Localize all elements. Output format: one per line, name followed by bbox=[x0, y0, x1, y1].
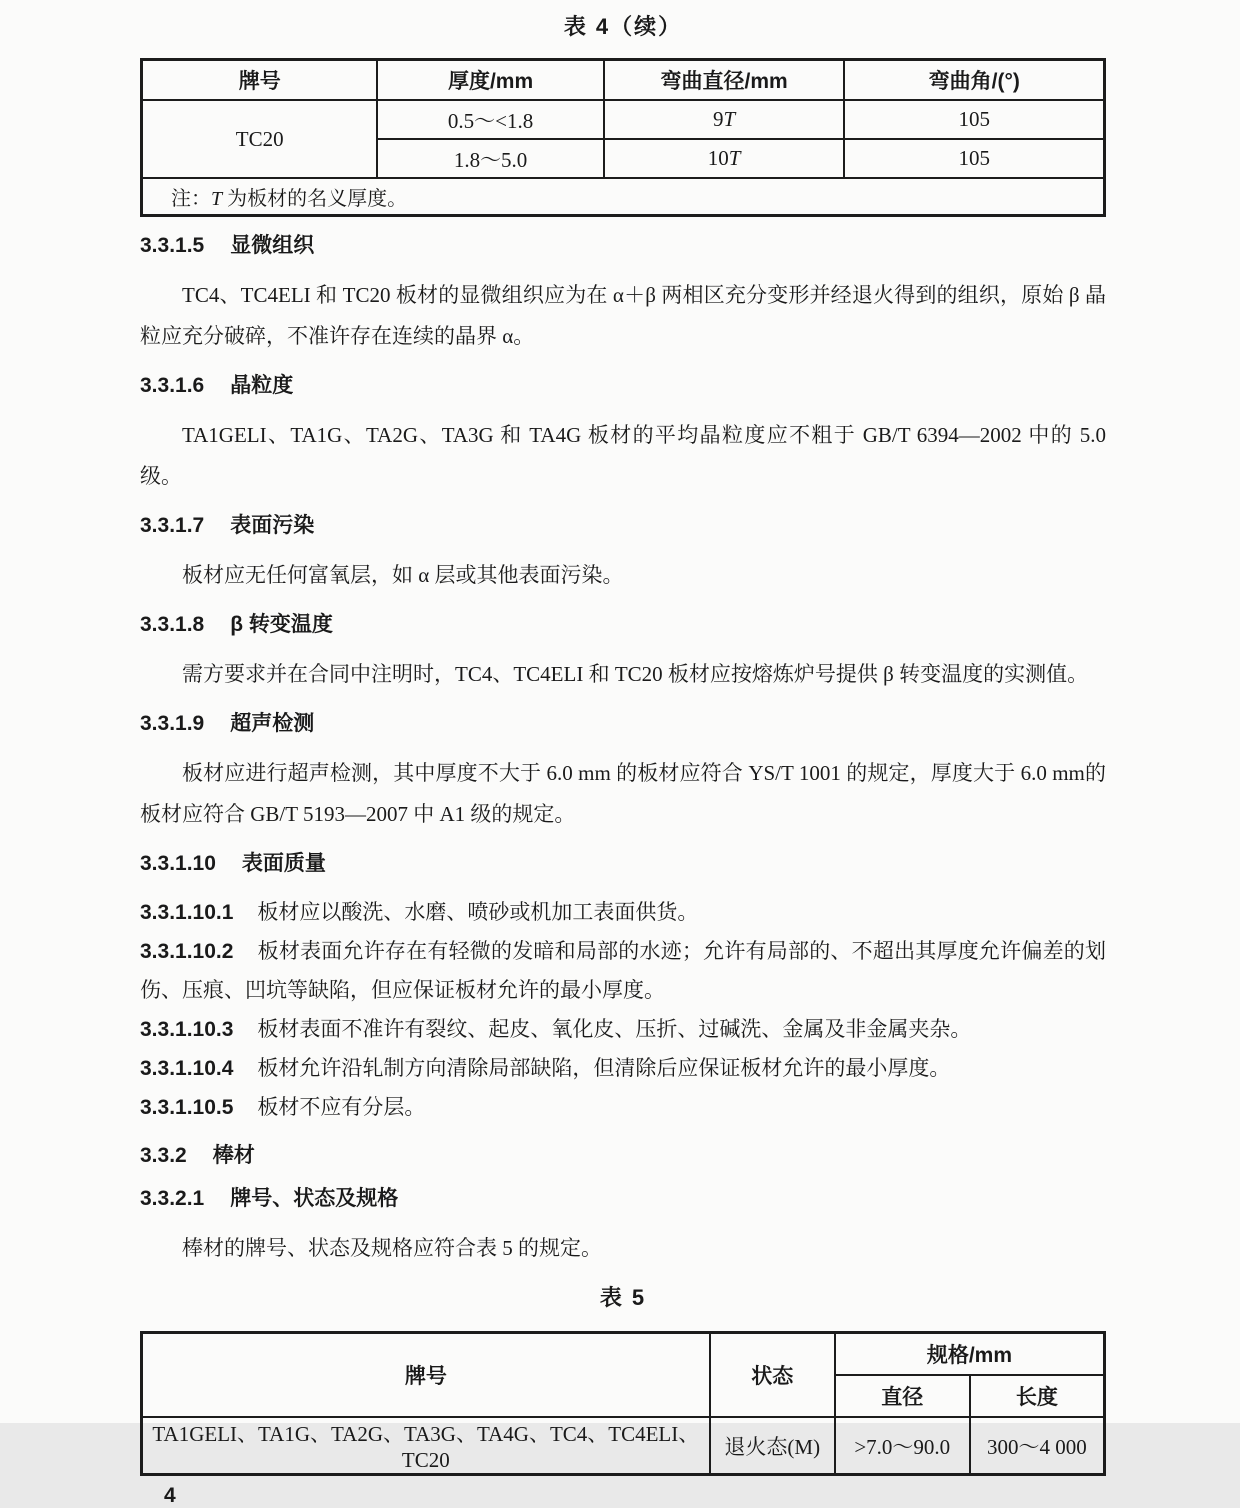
table4-thickness-cell: 0.5～<1.8 bbox=[377, 100, 603, 139]
clause-title: 牌号、状态及规格 bbox=[230, 1187, 399, 1210]
section-heading-3318 bbox=[140, 611, 1106, 639]
clause-text: 板材表面允许存在有轻微的发暗和局部的水迹；允许有局部的、不超出其厚度允许偏差的划伤、压痕、凹坑等缺陷，但应保证板材允许的最小厚度。 bbox=[140, 939, 1106, 1002]
table4-header-bend-angle: 弯曲角/(°) bbox=[844, 60, 1104, 101]
table4-grade-cell: TC20 bbox=[142, 100, 378, 178]
clause-number: 3.3.1.10.5 bbox=[140, 1096, 234, 1119]
table5-header-state: 状态 bbox=[710, 1333, 835, 1418]
note-prefix: 注： bbox=[171, 188, 211, 210]
clause-number: 3.3.1.7 bbox=[140, 514, 205, 537]
table4-bend-diameter-cell bbox=[604, 100, 845, 139]
bend-diameter-value: 10 bbox=[707, 146, 729, 170]
clause-number: 3.3.1.10.2 bbox=[140, 940, 234, 963]
table4 bbox=[140, 58, 1106, 217]
paragraph: 板材应进行超声检测，其中厚度不大于 6.0 mm 的板材应符合 YS/T 1001 的规定，厚度大于 6.0 mm的板材应符合 GB/T 5193—2007 中 A1 级的规定。 bbox=[140, 761, 1106, 826]
note-text: 为板材的名义厚度。 bbox=[222, 188, 408, 210]
table5-header-row-1 bbox=[142, 1333, 1105, 1376]
page-content bbox=[140, 0, 1106, 1508]
clause-title: β 转变温度 bbox=[230, 613, 333, 636]
clause-text: 板材应以酸洗、水磨、喷砂或机加工表面供货。 bbox=[257, 900, 699, 924]
clause-number: 3.3.2.1 bbox=[140, 1187, 205, 1210]
section-heading-3315 bbox=[140, 232, 1106, 260]
paragraph: TC4、TC4ELI 和 TC20 板材的显微组织应为在 α＋β 两相区充分变形并经退火得到的组织，原始 β 晶粒应充分破碎，不准许存在连续的晶界 α。 bbox=[140, 283, 1106, 348]
table5-header-grade: 牌号 bbox=[142, 1333, 710, 1418]
t-symbol: T bbox=[211, 188, 223, 210]
table4-bend-angle-cell: 105 bbox=[844, 139, 1104, 178]
table5-header-length: 长度 bbox=[970, 1375, 1105, 1417]
table5-data-row bbox=[142, 1417, 1105, 1475]
paragraph: TA1GELI、TA1G、TA2G、TA3G 和 TA4G 板材的平均晶粒度应不粗于 GB/T 6394—2002 中的 5.0 级。 bbox=[140, 423, 1106, 488]
section-heading-332 bbox=[140, 1142, 1106, 1170]
section-heading-33110 bbox=[140, 850, 1106, 878]
clause-item-331101 bbox=[140, 893, 1106, 932]
clause-text: 板材允许沿轧制方向清除局部缺陷，但清除后应保证板材允许的最小厚度。 bbox=[257, 1056, 951, 1080]
clause-text: 板材表面不准许有裂纹、起皮、氧化皮、压折、过碱洗、金属及非金属夹杂。 bbox=[257, 1017, 972, 1041]
table5-length-cell: 300～4 000 bbox=[970, 1417, 1105, 1475]
table4-note bbox=[142, 178, 1105, 216]
table4-header-thickness: 厚度/mm bbox=[377, 60, 603, 101]
table4-title: 表 4（续） bbox=[563, 14, 683, 39]
table5-header-diameter: 直径 bbox=[835, 1375, 970, 1417]
clause-title: 表面污染 bbox=[230, 514, 315, 537]
table4-note-row bbox=[142, 178, 1105, 216]
table4-header-bend-diameter: 弯曲直径/mm bbox=[604, 60, 845, 101]
paragraph: 需方要求并在合同中注明时，TC4、TC4ELI 和 TC20 板材应按熔炼炉号提供 β 转变温度的实测值。 bbox=[182, 662, 1089, 686]
clause-number: 3.3.2 bbox=[140, 1144, 187, 1167]
t-symbol: T bbox=[723, 107, 736, 131]
table5-diameter-cell: >7.0～90.0 bbox=[835, 1417, 970, 1475]
clause-title: 晶粒度 bbox=[230, 374, 294, 397]
bend-diameter-value: 9 bbox=[713, 107, 724, 131]
clause-number: 3.3.1.9 bbox=[140, 712, 205, 735]
clause-item-331104 bbox=[140, 1049, 1106, 1088]
clause-item-331102 bbox=[140, 932, 1106, 1010]
section-heading-3316 bbox=[140, 372, 1106, 400]
page-number: 4 bbox=[164, 1484, 176, 1507]
clause-title: 表面质量 bbox=[241, 852, 326, 875]
clause-item-331105 bbox=[140, 1088, 1106, 1127]
table4-thickness-cell: 1.8～5.0 bbox=[377, 139, 603, 178]
table5-grade-cell: TA1GELI、TA1G、TA2G、TA3G、TA4G、TC4、TC4ELI、TC20 bbox=[142, 1417, 710, 1475]
clause-number: 3.3.1.10.1 bbox=[140, 901, 234, 924]
clause-text: 板材不应有分层。 bbox=[257, 1095, 426, 1119]
clause-title: 显微组织 bbox=[230, 234, 315, 257]
table4-bend-diameter-cell bbox=[604, 139, 845, 178]
section-heading-3319 bbox=[140, 710, 1106, 738]
clause-number: 3.3.1.10.4 bbox=[140, 1057, 234, 1080]
clause-number: 3.3.1.10.3 bbox=[140, 1018, 234, 1041]
t-symbol: T bbox=[728, 146, 741, 170]
paragraph: 板材应无任何富氧层，如 α 层或其他表面污染。 bbox=[182, 563, 624, 587]
clause-title: 超声检测 bbox=[230, 712, 315, 735]
clause-number: 3.3.1.8 bbox=[140, 613, 205, 636]
section-heading-3321 bbox=[140, 1185, 1106, 1213]
clause-number: 3.3.1.5 bbox=[140, 234, 205, 257]
table5-header-spec: 规格/mm bbox=[835, 1333, 1105, 1376]
table4-bend-angle-cell: 105 bbox=[844, 100, 1104, 139]
table5-state-cell: 退火态(M) bbox=[710, 1417, 835, 1475]
clause-item-331103 bbox=[140, 1010, 1106, 1049]
clause-number: 3.3.1.6 bbox=[140, 374, 205, 397]
table5 bbox=[140, 1331, 1106, 1476]
table4-header-grade: 牌号 bbox=[142, 60, 378, 101]
table5-title: 表 5 bbox=[599, 1285, 647, 1310]
section-heading-3317 bbox=[140, 512, 1106, 540]
table4-header-row bbox=[142, 60, 1105, 101]
clause-title: 棒材 bbox=[212, 1144, 255, 1167]
paragraph: 棒材的牌号、状态及规格应符合表 5 的规定。 bbox=[182, 1236, 602, 1260]
table4-row-1 bbox=[142, 100, 1105, 139]
clause-number: 3.3.1.10 bbox=[140, 852, 216, 875]
